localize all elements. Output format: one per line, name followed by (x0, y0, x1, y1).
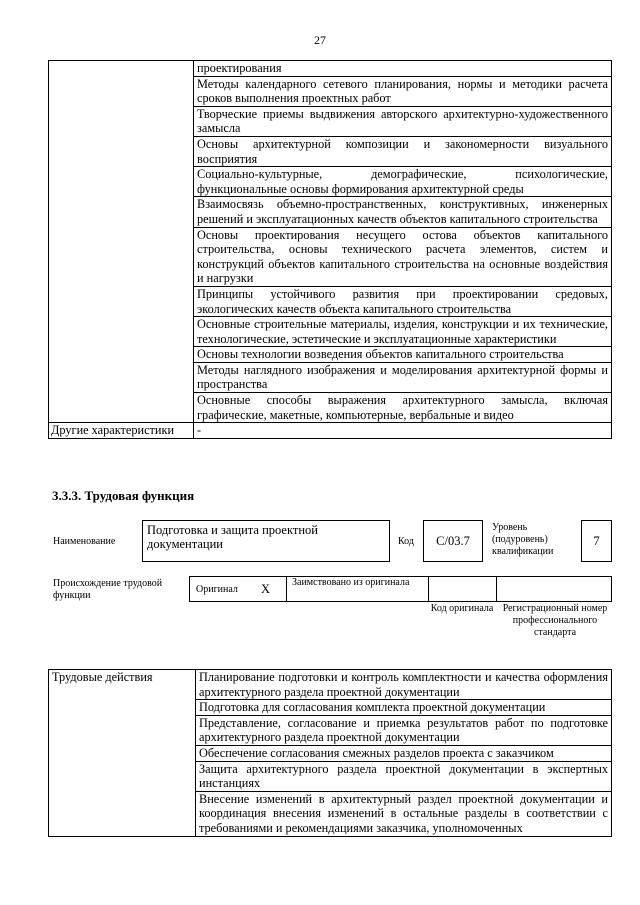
origin-divider (286, 576, 287, 602)
function-name-value: Подготовка и защита проектной документации (147, 523, 318, 551)
knowledge-item: Основные строительные материалы, изделия, конструкции и их технические, технологические, эстетические и эксплуатационные характеристики (194, 317, 612, 347)
action-item: Защита архитектурного раздела проектной документации в экспертных инстанциях (196, 761, 612, 791)
level-label: Уровень (подуровень) квалификации (492, 522, 554, 557)
action-item: Подготовка для согласования комплекта проектной документации (196, 700, 612, 716)
actions-label: Трудовые действия (49, 670, 196, 837)
origin-label: Происхождение трудовой функции (53, 578, 163, 601)
section-title: 3.3.3. Трудовая функция (52, 488, 195, 503)
action-item: Обеспечение согласования смежных разделов проекта с заказчиком (196, 745, 612, 761)
knowledge-item: Основные способы выражения архитектурного замысла, включая графические, макетные, компьютерные, вербальные и видео (194, 393, 612, 423)
action-item: Планирование подготовки и контроль комплектности и качества оформления архитектурного раздела проектной документации (196, 670, 612, 700)
other-characteristics-label: Другие характеристики (49, 423, 194, 439)
code-value: С/03.7 (436, 534, 470, 548)
knowledge-item: Основы архитектурной композиции и закономерности визуального восприятия (194, 136, 612, 166)
knowledge-table (48, 60, 612, 439)
action-item: Представление, согласование и приемка результатов работ по подготовке архитектурного раздела проектной документации (196, 715, 612, 745)
origin-divider (428, 576, 429, 602)
knowledge-item: Методы наглядного изображения и моделирования архитектурной формы и пространства (194, 362, 612, 392)
knowledge-item: Творческие приемы выдвижения авторского архитектурно-художественного замысла (194, 106, 612, 136)
level-value: 7 (593, 534, 600, 548)
knowledge-item: Методы календарного сетевого планирования, нормы и методики расчета сроков выполнения проектных работ (194, 76, 612, 106)
other-characteristics-value: - (194, 423, 612, 439)
code-label: Код (398, 536, 414, 547)
registration-number-caption: Регистрационный номер профессионального стандарта (502, 603, 608, 638)
code-box (423, 520, 483, 562)
original-label: Оригинал (196, 584, 238, 595)
origin-divider (496, 576, 497, 602)
actions-table (48, 669, 612, 837)
code-original-caption: Код оригинала (430, 603, 494, 614)
action-item: Внесение изменений в архитектурный раздел проектной документации и координация внесения изменений в остальные разделы в соответствии с требованиями и рекомендациями заказчика, уполномоченных (196, 791, 612, 836)
knowledge-item: Основы проектирования несущего остова объектов капитального строительства, основы технического расчета элементов, систем и конструкций объектов капитального строительства на основные воздействия и нагрузки (194, 227, 612, 286)
function-name-box (142, 520, 390, 562)
knowledge-item: Социально-культурные, демографические, психологические, функциональные основы формирования архитектурной среды (194, 167, 612, 197)
name-label: Наименование (53, 536, 116, 547)
knowledge-item: проектирования (194, 61, 612, 77)
borrowed-label: Заимствовано из оригинала (292, 577, 410, 588)
original-mark: Х (261, 582, 271, 596)
knowledge-item: Взаимосвязь объемно-пространственных, конструктивных, инженерных решений и эксплуатационных качеств объектов капитального строительства (194, 197, 612, 227)
knowledge-label-cell (49, 61, 194, 423)
knowledge-item: Принципы устойчивого развития при проектировании средовых, экологических качеств объекта капитального строительства (194, 286, 612, 316)
level-box (581, 520, 612, 562)
page-number: 27 (314, 33, 326, 47)
knowledge-item: Основы технологии возведения объектов капитального строительства (194, 347, 612, 363)
